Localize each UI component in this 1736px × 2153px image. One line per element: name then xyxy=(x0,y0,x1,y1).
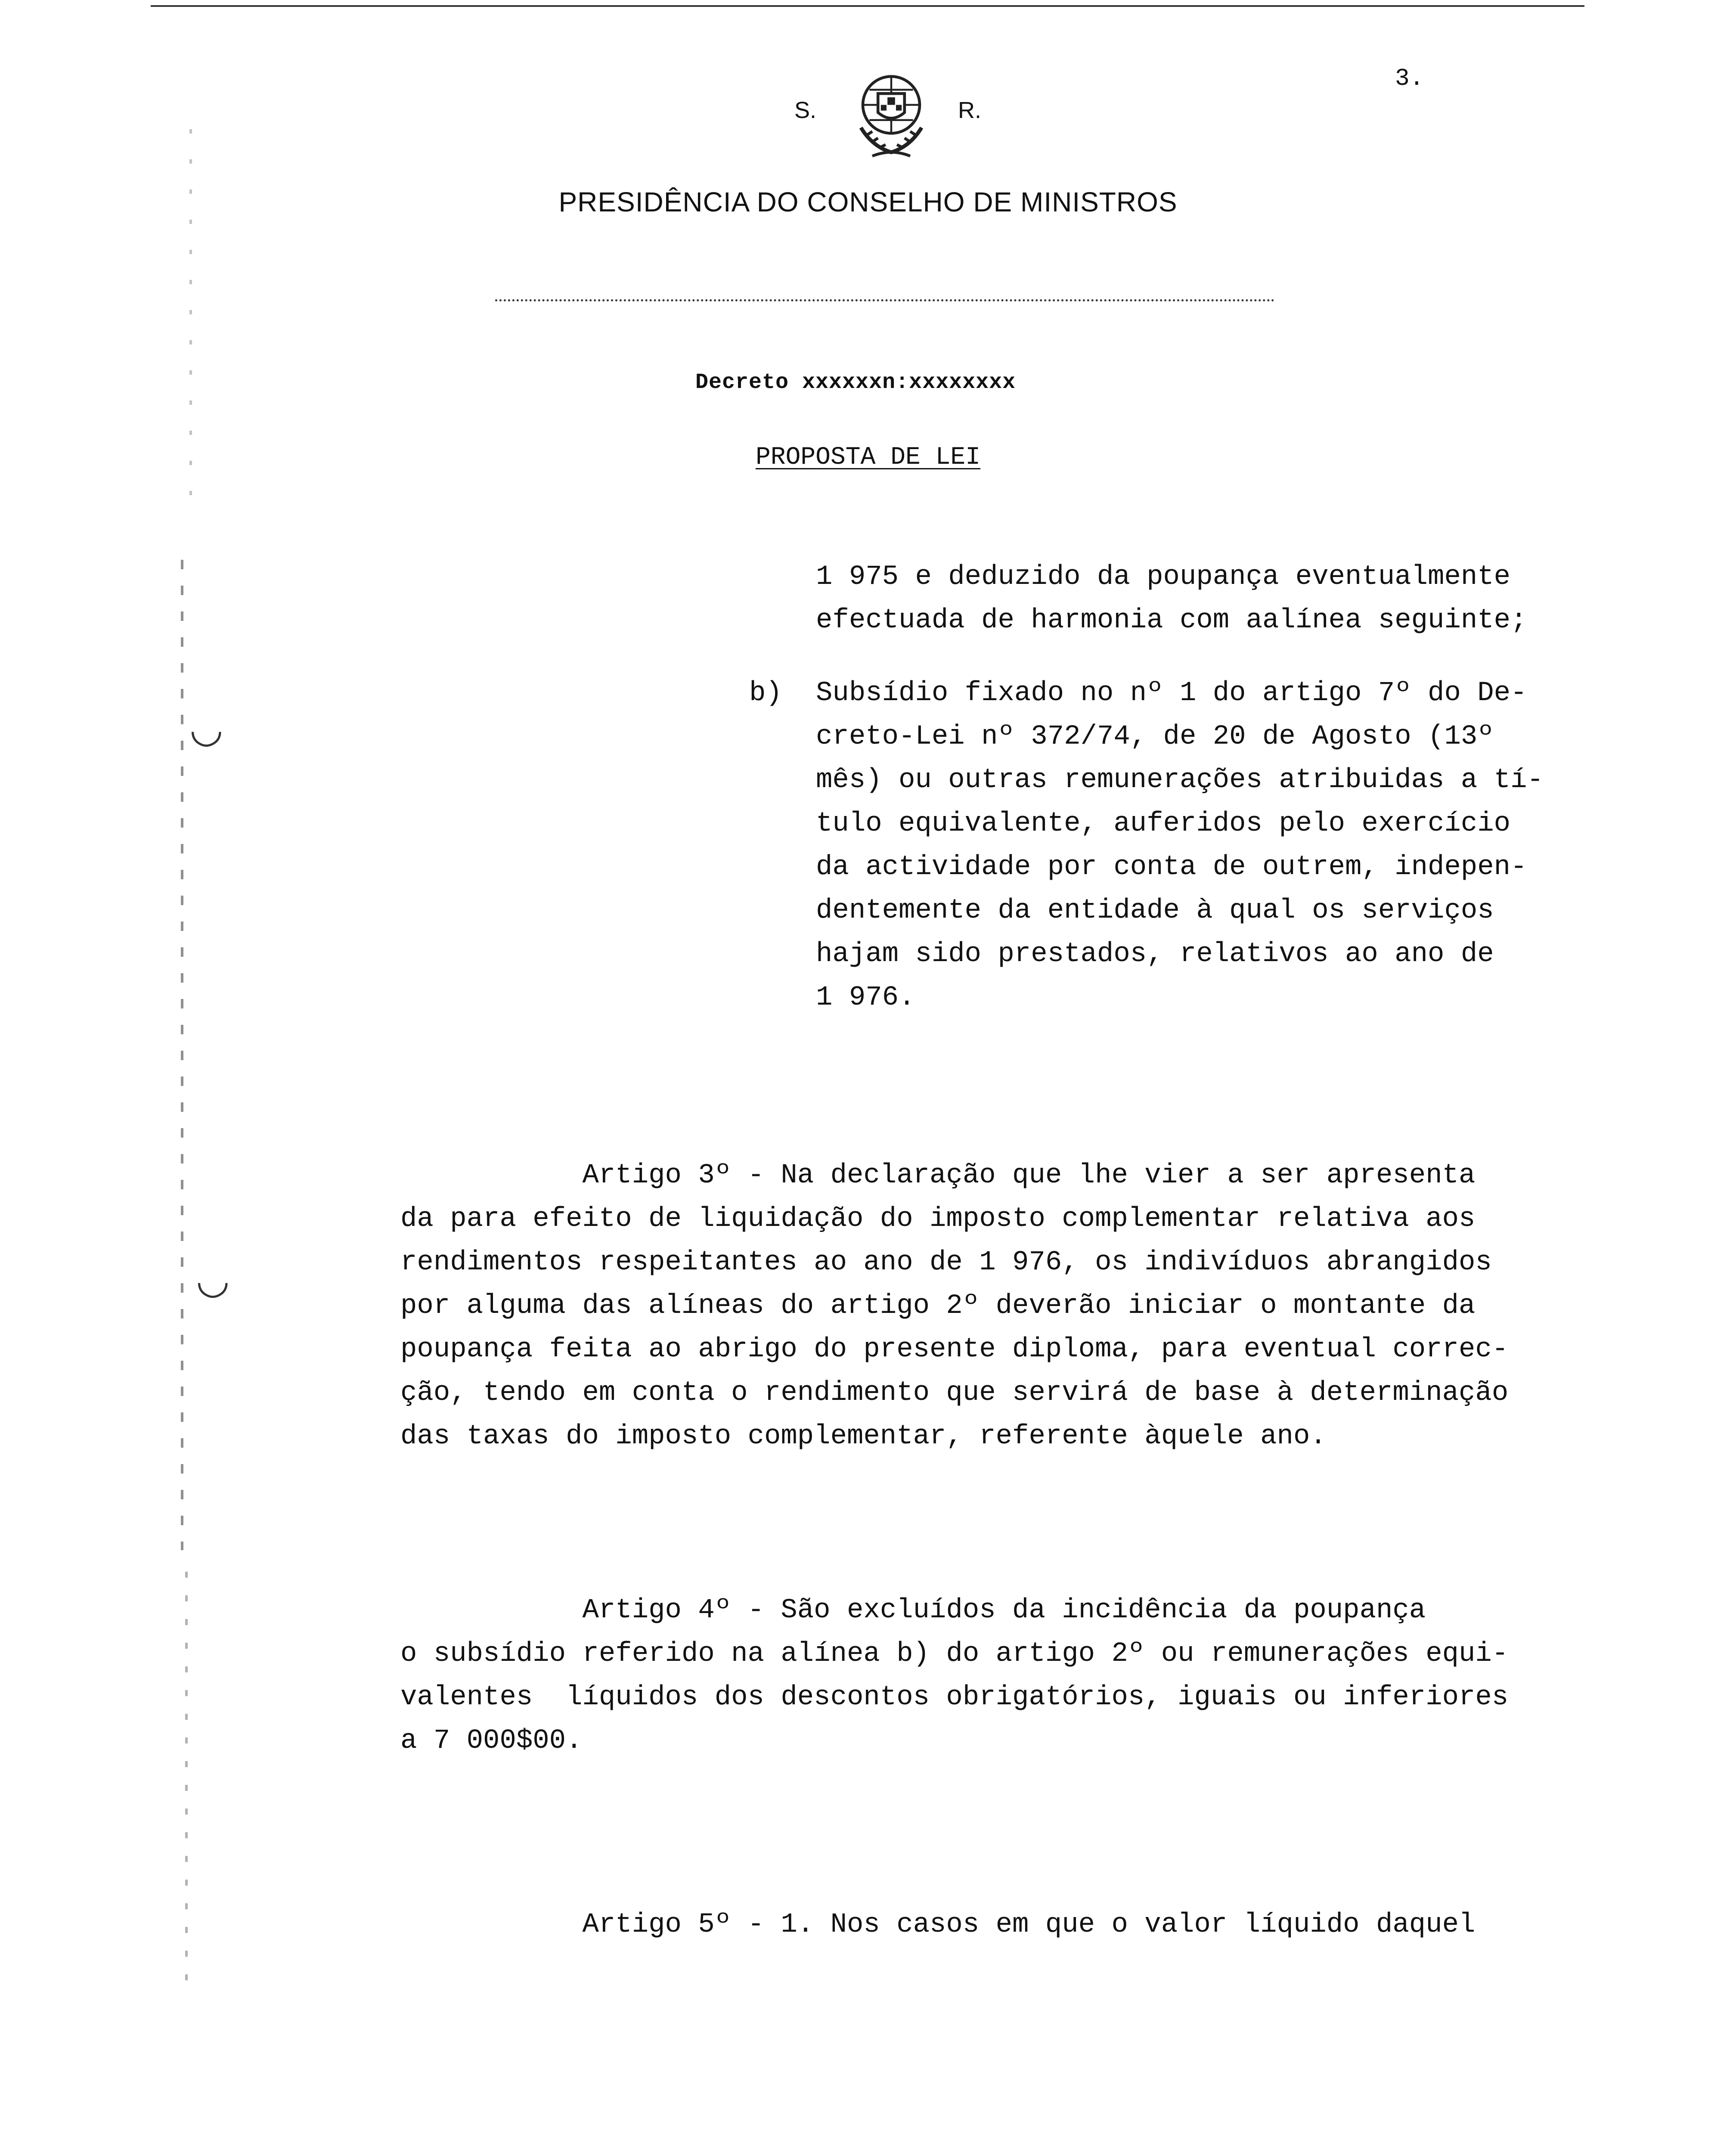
text-line: Artigo 3º - Na declaração que lhe vier a ser apresenta xyxy=(400,1160,1476,1191)
letterhead-left-letter: S. xyxy=(794,97,817,123)
item-b-marker: b) xyxy=(749,678,782,709)
artigo-4-paragraph xyxy=(400,1589,1508,1763)
text-line: efectuada de harmonia com aalínea seguinte; xyxy=(816,605,1527,636)
text-line: ção, tendo em conta o rendimento que servirá de base à determinação xyxy=(400,1377,1509,1408)
text-line: valentes líquidos dos descontos obrigatórios, iguais ou inferiores xyxy=(400,1682,1509,1713)
margin-check-mark: ◡ xyxy=(189,706,223,751)
text-line: tulo equivalente, auferidos pelo exercício xyxy=(816,808,1511,839)
item-a-continuation xyxy=(816,555,1527,642)
text-line: a 7 000$00. xyxy=(400,1725,583,1756)
text-line: o subsídio referido na alínea b) do artigo 2º ou remunerações equi- xyxy=(400,1638,1509,1669)
text-line: Artigo 4º - São excluídos da incidência da poupança xyxy=(400,1595,1426,1626)
binding-margin-line xyxy=(185,1572,188,1981)
text-line: da actividade por conta de outrem, indepen- xyxy=(816,852,1527,883)
text-line: hajam sido prestados, relativos ao ano de xyxy=(816,939,1494,970)
binding-margin-line xyxy=(181,560,183,1550)
portuguese-coat-of-arms-icon xyxy=(844,69,939,164)
margin-check-mark: ◡ xyxy=(196,1257,230,1303)
top-rule xyxy=(151,5,1584,7)
text-line: 1 976. xyxy=(816,982,915,1013)
dotted-separator xyxy=(495,299,1274,301)
institution-name: PRESIDÊNCIA DO CONSELHO DE MINISTROS xyxy=(558,186,1178,217)
text-line: por alguma das alíneas do artigo 2º deverão iniciar o montante da xyxy=(400,1291,1476,1322)
page-number: 3. xyxy=(1395,65,1424,92)
artigo-5-paragraph xyxy=(400,1903,1475,1947)
letterhead-right-letter: R. xyxy=(958,97,981,123)
text-line: da para efeito de liquidação do imposto complementar relativa aos xyxy=(400,1204,1476,1235)
text-line: Artigo 5º - 1. Nos casos em que o valor líquido daquel xyxy=(400,1909,1476,1940)
text-line: rendimentos respeitantes ao ano de 1 976, os indivíduos abrangidos xyxy=(400,1247,1492,1278)
text-line: 1 975 e deduzido da poupança eventualmente xyxy=(816,562,1511,593)
item-b-text xyxy=(816,672,1544,1020)
artigo-3-paragraph xyxy=(400,1154,1508,1458)
text-line: Subsídio fixado no nº 1 do artigo 7º do De- xyxy=(816,678,1527,709)
text-line: creto-Lei nº 372/74, de 20 de Agosto (13º xyxy=(816,721,1494,752)
text-line: dentemente da entidade à qual os serviços xyxy=(816,895,1494,926)
document-type-heading xyxy=(0,444,1736,472)
document-type-text: PROPOSTA DE LEI xyxy=(755,444,981,472)
text-line: poupança feita ao abrigo do presente diploma, para eventual correc- xyxy=(400,1334,1509,1365)
text-line: mês) ou outras remunerações atribuidas a tí- xyxy=(816,765,1544,796)
struck-out-heading: Decreto xxxxxxn:xxxxxxxx xyxy=(695,370,1016,395)
text-line: das taxas do imposto complementar, referente àquele ano. xyxy=(400,1421,1327,1452)
